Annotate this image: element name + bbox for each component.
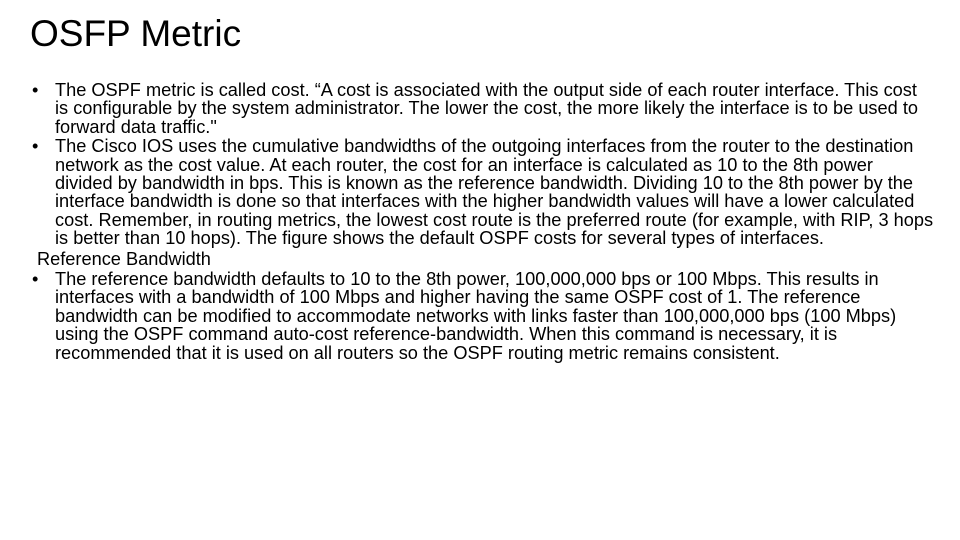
- bullet-text: The reference bandwidth defaults to 10 to the 8th power, 100,000,000 bps or 100 Mbps. This results in interfaces with a bandwidth of 100 Mbps and higher having the same OSPF cost of 1. The reference bandwidth can be modified to accommodate networks with links faster than 100,000,000 bps (100 Mbps) using the OSPF command auto-cost reference-bandwidth. When this command is necessary, it is recommended that it is used on all routers so the OSPF routing metric remains consistent.: [55, 269, 897, 363]
- bullet-text: The Cisco IOS uses the cumulative bandwidths of the outgoing interfaces from the router to the destination network as the cost value. At each router, the cost for an interface is calculated as 10 to the 8th power divided by bandwidth in bps. This is known as the reference bandwidth. Dividing 10 to the 8th power by the interface bandwidth is done so that interfaces with the higher bandwidth values will have a lower calculated cost. Remember, in routing metrics, the lowest cost route is the preferred route (for example, with RIP, 3 hops is better than 10 hops). The figure shows the default OSPF costs for several types of interfaces.: [55, 136, 934, 249]
- section-heading-reference-bandwidth: Reference Bandwidth: [37, 248, 211, 269]
- bullet-dot-icon: •: [32, 269, 39, 290]
- bullet-reference-bandwidth: [30, 270, 935, 362]
- slide-title: OSFP Metric: [30, 13, 242, 54]
- bullet-ospf-cost-definition: [30, 81, 935, 136]
- bullet-dot-icon: •: [32, 80, 39, 100]
- bullet-cisco-ios-cost: [30, 137, 935, 247]
- bullet-text: The OSPF metric is called cost. “A cost is associated with the output side of each router interface. This cost is configurable by the system administrator. The lower the cost, the more likely the interface is to be used to forward data traffic.": [55, 80, 918, 137]
- slide-body: [30, 81, 935, 363]
- bullet-dot-icon: •: [32, 136, 39, 157]
